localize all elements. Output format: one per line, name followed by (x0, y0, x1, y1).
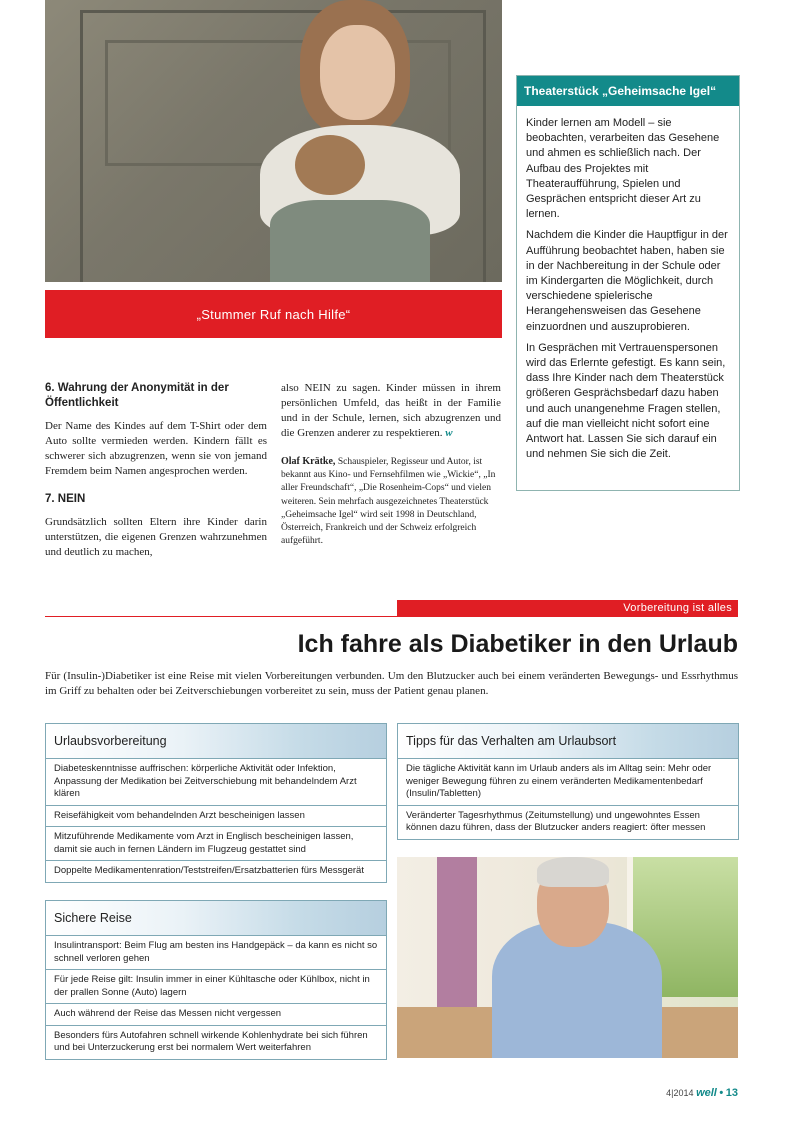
sidebar-paragraph: Nachdem die Kinder die Hauptfigur in der Aufführung beobachtet haben, haben sie in der Nachbereitung in der Schule oder im Kindergarten die Möglichkeit, durch verschiedene spielerische Herangehensweisen das Gesehene einzuordnen und auszuprobieren. (526, 229, 728, 333)
sidebar-body (526, 116, 732, 468)
magazine-brand: well (696, 1087, 717, 1099)
author-bio-text: Schauspieler, Regisseur und Autor, ist bekannt aus Kino- und Fernsehfilmen wie „Wickie“, „In aller Freundschaft“, „Die Rosenheim-Cops“ und vielen weiteren. Sein mehrfach ausgezeichnetes Theaterstück „Geheimsache Igel“ wird seit 1998 in Deutschland, Österreich, Frankreich und der Schweiz erfolgreich aufgeführt. (281, 457, 496, 547)
paragraph-text: also NEIN zu sagen. Kinder müssen in ihrem persönlichen Umfeld, das heißt in der Familie und in der Schule, lernen, sich abzugrenzen und die Grenzen anderer zu respektieren. (281, 382, 501, 439)
sidebar-paragraph: In Gesprächen mit Vertrauenspersonen wird das Erlernte gefestigt. Es kann sein, dass Ihre Kinder nach dem Theaterstück größeren Gesprächsbedarf dazu haben und auch unangenehme Fragen stellen, auf die man vielleicht nicht sofort eine Antwort hat. Lassen Sie sich darauf ein und nehmen Sie sich die Zeit. (526, 341, 726, 461)
table-row: Veränderter Tagesrhythmus (Zeitumstellung) und ungewohntes Essen können dazu führen, dass der Blutzucker anders reagiert: öfter messen (406, 809, 706, 833)
table-row: Die tägliche Aktivität kann im Urlaub anders als im Alltag sein: Mehr oder weniger Bewegung führen zu einem veränderten Medikamentenbedarf (Insulin/Tabletten) (398, 759, 738, 806)
table-row: Mitzuführende Medikamente vom Arzt in Englisch bescheinigen lassen, damit sie auch in fernen Ländern im Flugzeug gestattet sind (46, 827, 386, 861)
paragraph-7: Grundsätzlich sollten Eltern ihre Kinder darin unterstützen, die eigenen Grenzen wahrzunehmen und deutlich zu machen, (45, 516, 267, 558)
table-row: Diabeteskenntnisse auffrischen: körperliche Aktivität oder Infektion, Anpassung der Medikation bei Zeitverschiebung mit behandelndem Arzt klären (46, 759, 386, 806)
table-row: Für jede Reise gilt: Insulin immer in einer Kühltasche oder Kühlbox, nicht in der prallen Sonne (Auto) lagern (46, 970, 386, 1004)
article-column-2 (281, 381, 501, 548)
page-number: 13 (725, 1087, 738, 1099)
issue-number: 4|2014 (666, 1088, 694, 1098)
table-title: Urlaubsvorbereitung (46, 724, 386, 759)
article-column-1 (45, 381, 267, 573)
section-divider (45, 616, 738, 617)
section-intro: Für (Insulin-)Diabetiker ist eine Reise mit vielen Vorbereitungen verbunden. Um den Blutzucker auch bei einem veränderten Bewegungs- und Essrhythmus im Griff zu behalten oder bei Zeitverschiebungen vorbereitet zu sein, muss der Patient genau planen. (45, 670, 738, 697)
table-urlaubsvorbereitung (45, 723, 387, 883)
table-tipps-urlaubsort (397, 723, 739, 840)
author-bio (281, 455, 501, 548)
curtain (437, 857, 477, 1017)
paragraph-7-continued (281, 381, 501, 441)
table-row: Besonders fürs Autofahren schnell wirkende Kohlenhydrate bei sich führen und bei Unterzuckerung erst bei normalem Wert weiterfahren (54, 1029, 368, 1053)
section-headline: Ich fahre als Diabetiker in den Urlaub (297, 630, 738, 658)
photo-man-measuring-blood-sugar (397, 857, 738, 1058)
footer-separator: • (719, 1087, 724, 1099)
author-name: Olaf Krätke, (281, 456, 336, 467)
paragraph-6: Der Name des Kindes auf dem T-Shirt oder dem Auto sollte vermieden werden. Kindern fällt es schwerer sich abzugrenzen, wenn sie von jemand Fremdem beim Namen angesprochen werden. (45, 420, 267, 477)
man-hair (537, 857, 609, 887)
table-title: Sichere Reise (46, 901, 386, 936)
page-footer (660, 1087, 738, 1099)
table-row: Insulintransport: Beim Flug am besten ins Handgepäck – da kann es nicht so schnell verloren gehen (46, 936, 386, 970)
sidebar-title: Theaterstück „Geheimsache Igel“ (517, 76, 739, 106)
heading-6: 6. Wahrung der Anonymität in der Öffentlichkeit (45, 382, 229, 409)
heading-7: 7. NEIN (45, 493, 86, 505)
teddy-bear (295, 135, 365, 195)
girl-legs (270, 200, 430, 282)
table-row: Doppelte Medikamentenration/Teststreifen/Ersatzbatterien fürs Messgerät (54, 865, 364, 876)
hero-photo-girl-with-teddy (45, 0, 502, 282)
table-row: Auch während der Reise das Messen nicht vergessen (46, 1004, 386, 1026)
sidebar-box (516, 75, 740, 491)
section-tag: Vorbereitung ist alles (397, 600, 738, 616)
table-sichere-reise (45, 900, 387, 1060)
girl-face (320, 25, 395, 120)
table-title: Tipps für das Verhalten am Urlaubsort (398, 724, 738, 759)
table-row: Reisefähigkeit vom behandelnden Arzt bescheinigen lassen (46, 806, 386, 828)
end-mark: w (445, 427, 453, 439)
sidebar-paragraph: Kinder lernen am Modell – sie beobachten, verarbeiten das Gesehene und ahmen es schließlich nach. Der Aufbau des Projektes mit Theateraufführung, Spielen und Gesprächen entspricht dieser Art zu lernen. (526, 117, 720, 221)
hero-caption: „Stummer Ruf nach Hilfe“ (45, 290, 502, 338)
